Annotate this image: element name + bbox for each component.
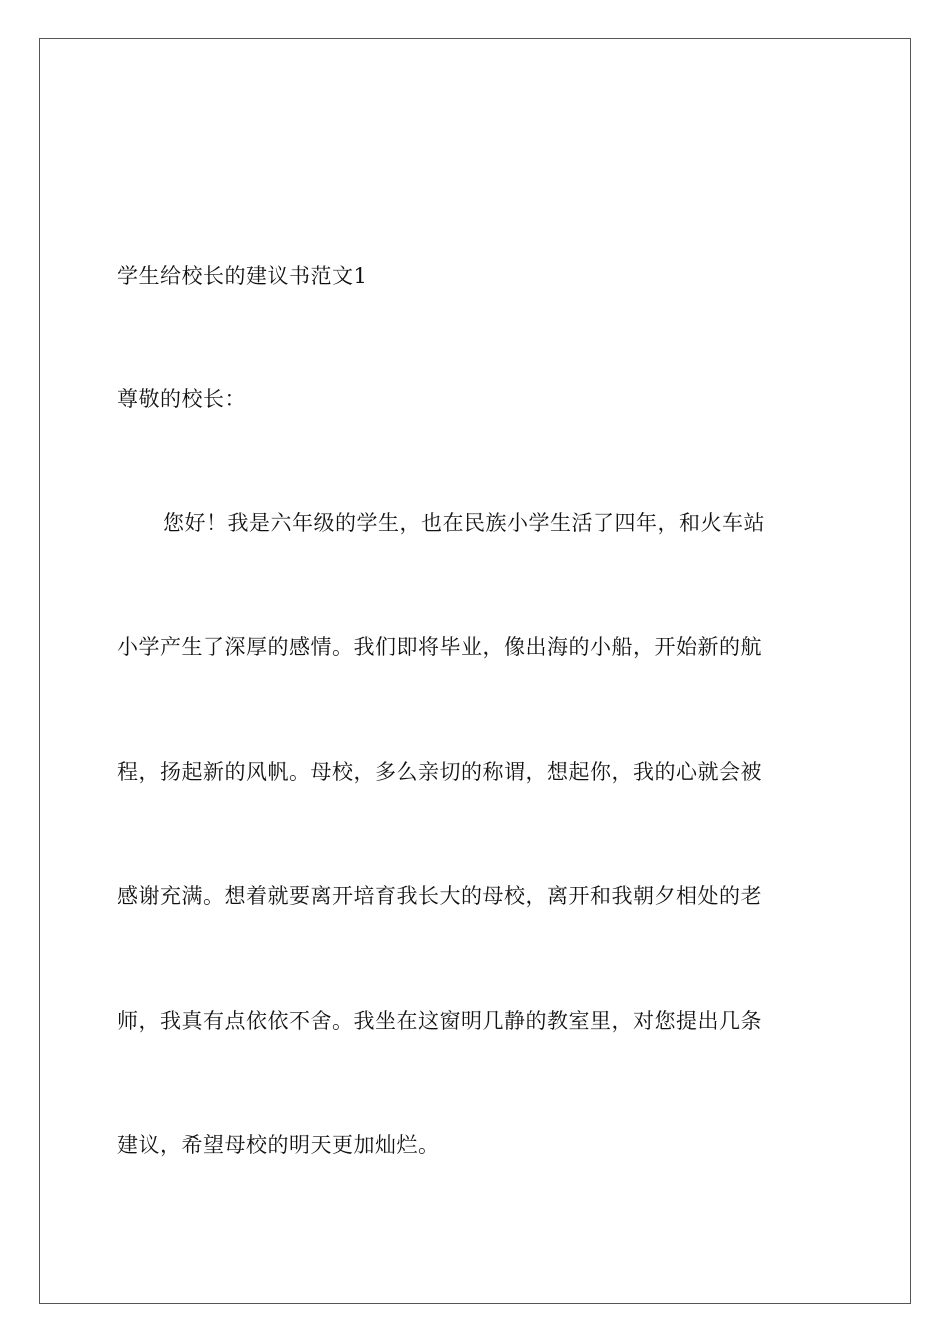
salutation: 尊敬的校长： [117,387,246,411]
document-title: 学生给校长的建议书范文1 [117,264,368,288]
body-line: 您好！我是六年级的学生，也在民族小学生活了四年，和火车站 [163,511,765,535]
body-line: 程，扬起新的风帆。母校，多么亲切的称谓，想起你，我的心就会被 [117,760,762,784]
body-line: 师，我真有点依依不舍。我坐在这窗明几静的教室里，对您提出几条 [117,1009,762,1033]
page-frame [39,38,911,1304]
body-line: 小学产生了深厚的感情。我们即将毕业，像出海的小船，开始新的航 [117,635,762,659]
body-line: 建议，希望母校的明天更加灿烂。 [117,1133,440,1157]
body-line: 感谢充满。想着就要离开培育我长大的母校，离开和我朝夕相处的老 [117,884,762,908]
